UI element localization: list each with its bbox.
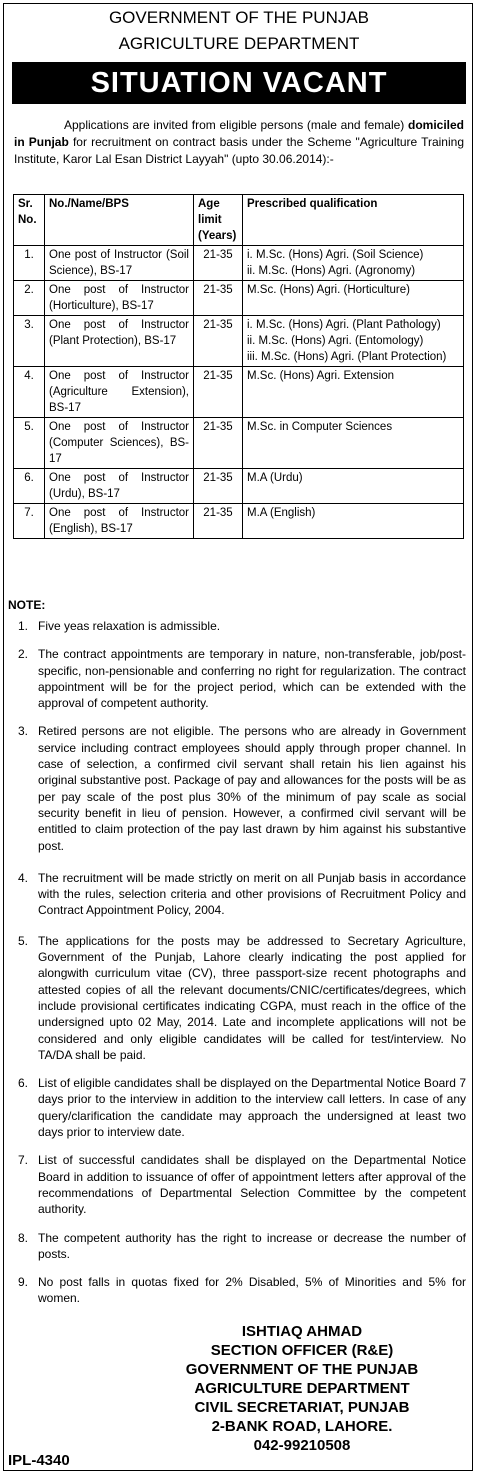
table-row — [14, 316, 464, 367]
table-row — [14, 246, 464, 281]
note-text: The competent authority has the right to increase or decrease the number of posts. — [38, 1230, 466, 1261]
note-item — [8, 1274, 466, 1307]
intro-text-2: for recruitment on contract basis under the Scheme "Agriculture Training Institute, Karor Lal Esan District Layyah" (upto 30.06.2014):- — [14, 135, 464, 166]
table-row — [14, 504, 464, 539]
header-government: GOVERNMENT OF THE PUNJAB — [108, 8, 370, 27]
signatory-address-1: CIVIL SECRETARIAT, PUNJAB — [194, 1399, 410, 1416]
ipl-code: IPL-4340 — [8, 1452, 70, 1469]
note-number: 1. — [17, 619, 28, 633]
row-qualification — [243, 281, 464, 316]
note-item — [8, 870, 466, 919]
row-age: 21-35 — [194, 246, 243, 281]
note-number: 5. — [17, 933, 28, 948]
note-item — [8, 723, 466, 853]
row-qualification — [243, 367, 464, 418]
row-sr: 5. — [14, 418, 45, 469]
note-item — [8, 1230, 466, 1263]
row-sr: 6. — [14, 469, 45, 504]
row-sr: 2. — [14, 281, 45, 316]
signatory-name: ISHTIAQ AHMAD — [241, 1323, 363, 1340]
row-name: One post of Instructor (English), BS-17 — [45, 504, 194, 539]
row-name: One post of Instructor (Horticulture), BS-17 — [45, 281, 194, 316]
row-name: One post of Instructor (Computer Sciences), BS-17 — [45, 418, 194, 469]
qualification-line: i. M.Sc. (Hons) Agri. (Plant Pathology) — [247, 319, 441, 331]
row-age: 21-35 — [194, 418, 243, 469]
note-item — [8, 933, 466, 1063]
note-number: 9. — [17, 1275, 28, 1290]
note-text: No post falls in quotas fixed for 2% Disabled, 5% of Minorities and 5% for women. — [38, 1275, 466, 1306]
row-qualification — [243, 504, 464, 539]
notes-list — [8, 618, 466, 1307]
note-text: Retired persons are not eligible. The persons who are already in Government service including contract employees should apply through proper channel. In case of selection, a confirmed civil servant shall retain his lien against his original substantive post. Package of pay and allowances for the posts will be as per pay scale of the post plus 30% of the minimum of pay scale as social security benefit in lieu of pension. However, a confirmed civil servant will be entitled to claim protection of the pay last drawn by him against his substantive post. — [38, 724, 466, 853]
note-text: The contract appointments are temporary in nature, non-transferable, job/post-specific, non-pensionable and conferring no right for regularization. The contract appointment will be for the project period, which can be extended with the approval of competent authority. — [38, 647, 466, 711]
row-name: One post of Instructor (Agriculture Extension), BS-17 — [45, 367, 194, 418]
row-age: 21-35 — [194, 367, 243, 418]
row-age: 21-35 — [194, 316, 243, 367]
note-number: 6. — [17, 1076, 28, 1091]
note-text: List of successful candidates shall be displayed on the Departmental Notice Board in addition to issuance of offer of appointment letters after approval of the recommendations of Departmental Selection Committee by the competent authority. — [38, 1153, 466, 1217]
note-number: 4. — [17, 870, 28, 885]
table-row — [14, 418, 464, 469]
row-sr: 3. — [14, 316, 45, 367]
note-text: Five yeas relaxation is admissible. — [38, 619, 221, 633]
row-sr: 7. — [14, 504, 45, 539]
note-text: The applications for the posts may be addressed to Secretary Agriculture, Government of the Punjab, Lahore clearly indicating the post applied for alongwith curriculum vitae (CV), three passport-size recent photographs and attested copies of all the relevant documents/CNIC/certificates/degrees, which include provisional certificates indicating CGPA, must reach in the office of the undersigned upto 02 May, 2014. Late and incomplete applications will not be considered and only eligible candidates will be called for test/interview. No TA/DA shall be paid. — [38, 933, 466, 1062]
qualification-line: M.A (English) — [247, 507, 316, 519]
signatory-org-department: AGRICULTURE DEPARTMENT — [194, 1380, 410, 1397]
row-sr: 1. — [14, 246, 45, 281]
qualification-line: M.Sc. (Hons) Agri. (Horticulture) — [247, 284, 410, 296]
note-item — [8, 618, 466, 634]
col-qualification: Prescribed qualification — [243, 195, 464, 246]
posts-table — [13, 194, 464, 539]
qualification-line: ii. M.Sc. (Hons) Agri. (Agronomy) — [247, 265, 416, 277]
table-row — [14, 281, 464, 316]
intro-paragraph — [14, 117, 464, 168]
signatory-org-government: GOVERNMENT OF THE PUNJAB — [185, 1361, 419, 1378]
signature-block — [142, 1322, 462, 1455]
intro-bold: domiciled in Punjab — [14, 118, 464, 149]
intro-text-1: Applications are invited from eligible persons (male and female) — [64, 118, 408, 132]
qualification-line: M.Sc. (Hons) Agri. Extension — [247, 370, 394, 382]
note-item — [8, 1075, 466, 1140]
qualification-line: i. M.Sc. (Hons) Agri. (Soil Science) — [247, 249, 424, 261]
note-item — [8, 646, 466, 711]
note-number: 7. — [17, 1153, 28, 1168]
row-sr: 4. — [14, 367, 45, 418]
table-header-row — [14, 195, 464, 246]
col-name: No./Name/BPS — [45, 195, 194, 246]
row-age: 21-35 — [194, 504, 243, 539]
note-text: List of eligible candidates shall be displayed on the Departmental Notice Board 7 days prior to the interview in addition to the interview call letters. In case of any query/clarification the candidate may approach the undersigned at least two days prior to interview date. — [38, 1076, 466, 1140]
note-text: The recruitment will be made strictly on merit on all Punjab basis in accordance with the rules, selection criteria and other provisions of Recruitment Policy and Contract Appointment Policy, 2004. — [38, 870, 466, 918]
table-row — [14, 469, 464, 504]
row-qualification — [243, 246, 464, 281]
row-qualification — [243, 469, 464, 504]
row-name: One post of Instructor (Soil Science), BS-17 — [45, 246, 194, 281]
signatory-title: SECTION OFFICER (R&E) — [210, 1342, 394, 1359]
row-name: One post of Instructor (Plant Protection), BS-17 — [45, 316, 194, 367]
qualification-line: iii. M.Sc. (Hons) Agri. (Plant Protection) — [247, 351, 447, 363]
table-row — [14, 367, 464, 418]
row-age: 21-35 — [194, 469, 243, 504]
row-qualification — [243, 418, 464, 469]
note-item — [8, 1152, 466, 1217]
note-number: 8. — [17, 1230, 28, 1245]
note-number: 2. — [17, 647, 28, 662]
qualification-line: M.Sc. in Computer Sciences — [247, 421, 393, 433]
note-number: 3. — [17, 724, 28, 739]
signatory-phone: 042-99210508 — [253, 1437, 351, 1454]
col-age: Age limit (Years) — [194, 195, 243, 246]
col-sr: Sr. No. — [14, 195, 45, 246]
row-qualification — [243, 316, 464, 367]
qualification-line: M.A (Urdu) — [247, 472, 303, 484]
header-department: AGRICULTURE DEPARTMENT — [118, 34, 360, 53]
signatory-address-2: 2-BANK ROAD, LAHORE. — [211, 1418, 393, 1435]
situation-vacant-banner: SITUATION VACANT — [12, 62, 466, 104]
row-name: One post of Instructor (Urdu), BS-17 — [45, 469, 194, 504]
row-age: 21-35 — [194, 281, 243, 316]
qualification-line: ii. M.Sc. (Hons) Agri. (Entomology) — [247, 335, 424, 347]
note-title: NOTE: — [8, 598, 46, 612]
